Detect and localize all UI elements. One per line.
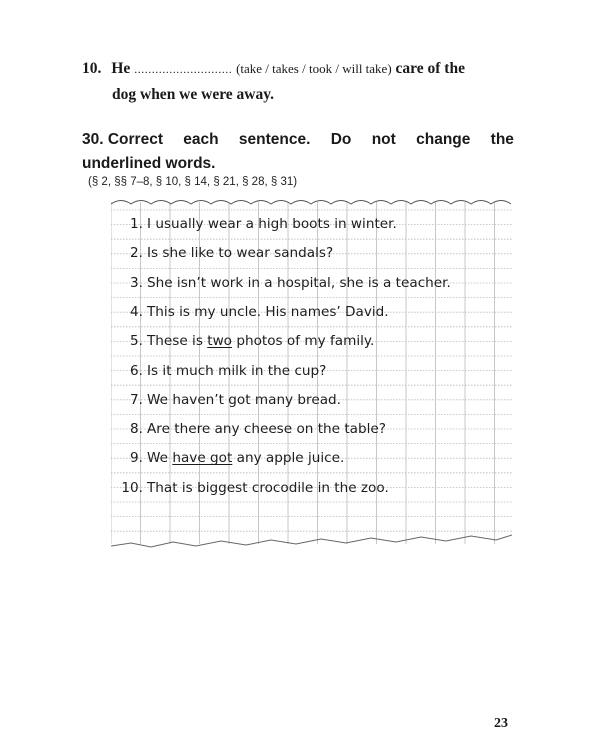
sentence-number: 9. — [130, 450, 143, 467]
sentence-number: 5. — [130, 333, 143, 350]
question-10 — [82, 56, 532, 107]
exercise-grid — [111, 196, 512, 552]
question-10-line2: dog when we were away. — [112, 86, 275, 103]
torn-top-edge — [111, 201, 511, 205]
task-title-word: not — [371, 131, 396, 148]
sentence-number: 10. — [121, 479, 143, 496]
sentence-item — [119, 444, 344, 473]
question-10-line1 — [82, 56, 532, 82]
underlined-words: two — [207, 333, 232, 350]
answer-options: (take / takes / took / will take) — [236, 61, 392, 76]
sentence-text: She isn’t work in a hospital, she is a teacher. — [147, 274, 451, 291]
task-title-word: the — [490, 131, 514, 148]
sentence-number: 4. — [130, 303, 143, 320]
task-title-word: each — [183, 131, 219, 148]
sentence-text: any apple juice. — [232, 450, 345, 467]
task-title-word: sentence. — [238, 131, 311, 148]
task-number: 30. Correct — [82, 131, 163, 148]
answer-blank[interactable]: ............................ — [134, 62, 233, 76]
sentence-item — [119, 415, 386, 444]
sentence-number: 1. — [130, 216, 143, 232]
sentence-number: 2. — [130, 245, 143, 262]
sentence-number: 3. — [130, 274, 143, 291]
sentence-number: 6. — [130, 362, 143, 379]
sentence-item — [119, 357, 326, 386]
task-title — [82, 128, 514, 176]
sentence-item — [119, 386, 341, 415]
task-title-line1 — [82, 128, 514, 152]
sentence-item — [119, 269, 451, 298]
underlined-words: have got — [172, 450, 233, 467]
sentence-text: We — [147, 450, 173, 467]
sentence-item — [119, 327, 374, 356]
task-title-line2: underlined words. — [82, 155, 216, 172]
question-number: 10. — [82, 60, 102, 77]
page-number: 23 — [494, 716, 508, 731]
sentence-text: photos of my family. — [232, 333, 375, 350]
sentence-text: Is she like to wear sandals? — [147, 245, 334, 262]
sentence-subject: He — [111, 60, 131, 77]
sentence-number: 7. — [130, 391, 143, 408]
sentence-item — [119, 210, 397, 239]
task-title-word: change — [416, 131, 471, 148]
sentence-text: Are there any cheese on the table? — [147, 421, 386, 438]
task-title-word: Do — [330, 131, 352, 148]
sentence-text: I usually wear a high boots in winter. — [147, 216, 397, 232]
sentence-text: These is — [147, 333, 208, 350]
sentence-item — [119, 298, 389, 327]
sentence-number: 8. — [130, 421, 143, 438]
grammar-references: (§ 2, §§ 7–8, § 10, § 14, § 21, § 28, § 31) — [88, 176, 298, 188]
sentence-item — [119, 239, 333, 268]
torn-bottom-edge — [111, 535, 512, 547]
sentence-text: Is it much milk in the cup? — [147, 362, 327, 379]
sentence-item — [119, 474, 389, 503]
sentence-rest: care of the — [395, 60, 465, 77]
sentence-text: This is my uncle. His names’ David. — [147, 303, 389, 320]
sentence-text: That is biggest crocodile in the zoo. — [147, 479, 389, 496]
sentence-text: We haven’t got many bread. — [147, 391, 341, 408]
